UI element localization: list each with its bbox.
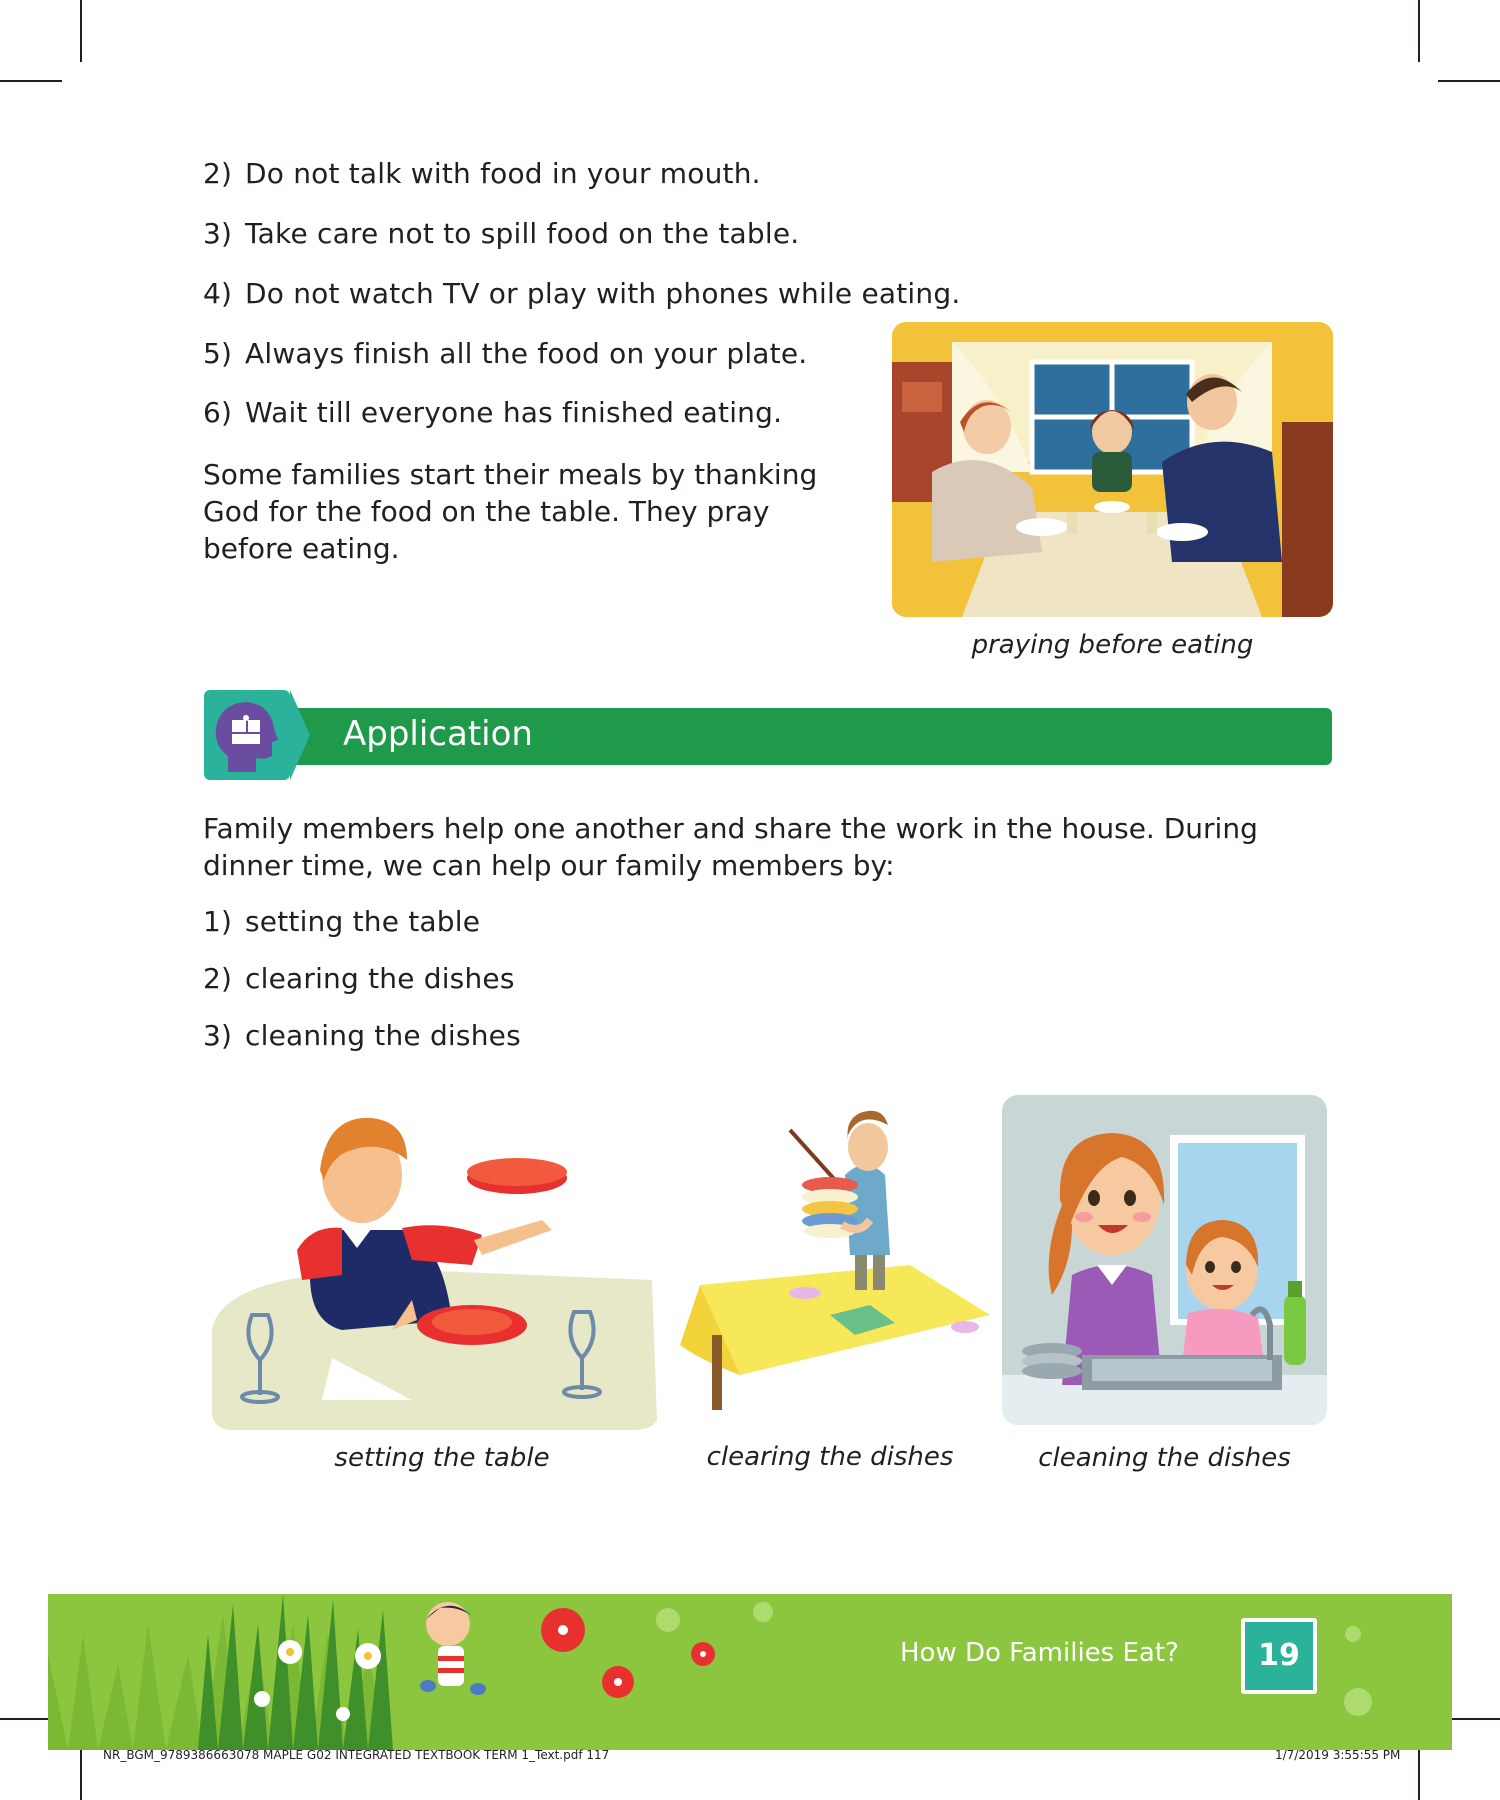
crop-mark: [1438, 80, 1500, 82]
paragraph-line: Some families start their meals by thanking: [203, 458, 818, 491]
item-text: setting the table: [245, 905, 481, 938]
item-text: Always finish all the food on your plate.: [245, 337, 808, 370]
paragraph-line: dinner time, we can help our family members by:: [203, 849, 895, 882]
item-number: 3): [203, 1019, 233, 1052]
print-timestamp: 1/7/2019 3:55:55 PM: [1275, 1748, 1401, 1762]
cleaning-dishes-illustration: [1002, 1095, 1327, 1425]
paragraph-line: God for the food on the table. They pray: [203, 495, 770, 528]
setting-table-illustration: [212, 1100, 662, 1430]
list-item: [203, 905, 480, 938]
item-text: clearing the dishes: [245, 962, 515, 995]
crop-mark: [1418, 0, 1420, 62]
item-text: Do not talk with food in your mouth.: [245, 157, 761, 190]
application-intro: [203, 810, 1258, 884]
item-text: cleaning the dishes: [245, 1019, 521, 1052]
item-number: 6): [203, 396, 233, 429]
paragraph-line: Family members help one another and share the work in the house. During: [203, 812, 1258, 845]
list-item: [203, 337, 807, 370]
item-text: Take care not to spill food on the table.: [245, 217, 800, 250]
item-text: Wait till everyone has finished eating.: [245, 396, 783, 429]
crop-mark: [0, 80, 62, 82]
prayer-paragraph: [203, 456, 817, 567]
image-caption: praying before eating: [971, 630, 1254, 660]
list-item: [203, 277, 960, 310]
image-caption: clearing the dishes: [706, 1442, 954, 1472]
list-item: [203, 217, 799, 250]
family-praying-illustration: [892, 322, 1333, 617]
item-number: 3): [203, 217, 233, 250]
print-file-info: NR_BGM_9789386663078 MAPLE G02 INTEGRATED TEXTBOOK TERM 1_Text.pdf 117: [103, 1748, 610, 1762]
item-number: 2): [203, 962, 233, 995]
section-title: Application: [343, 714, 533, 754]
list-item: [203, 962, 515, 995]
list-item: [203, 1019, 521, 1052]
page-number-badge: 19: [1241, 1618, 1317, 1694]
item-number: 2): [203, 157, 233, 190]
item-text: Do not watch TV or play with phones while eating.: [245, 277, 961, 310]
puzzle-head-icon: [204, 690, 310, 780]
clearing-dishes-illustration: [670, 1105, 990, 1425]
image-caption: cleaning the dishes: [1038, 1443, 1291, 1473]
crop-mark: [80, 0, 82, 62]
image-caption: setting the table: [334, 1443, 550, 1473]
list-item: [203, 157, 761, 190]
paragraph-line: before eating.: [203, 532, 400, 565]
item-number: 4): [203, 277, 233, 310]
item-number: 5): [203, 337, 233, 370]
chapter-title: How Do Families Eat?: [900, 1638, 1179, 1668]
item-number: 1): [203, 905, 233, 938]
list-item: [203, 396, 782, 429]
